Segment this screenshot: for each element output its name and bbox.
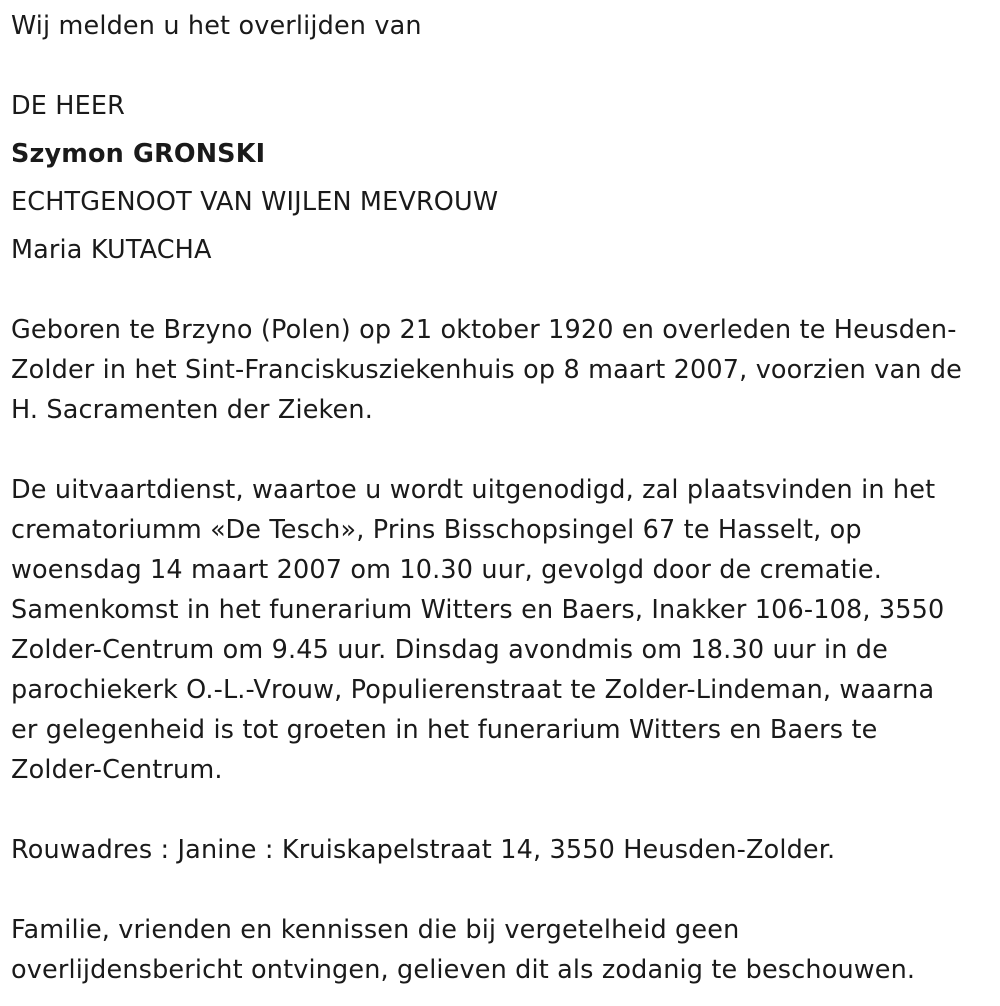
paragraph-line: Geboren te Brzyno (Polen) op 21 oktober 1920 en overleden te Heusden- [11,315,957,345]
paragraph-line: Zolder-Centrum. [11,755,223,785]
paragraph-line: overlijdensbericht ontvingen, gelieven dit als zodanig te beschouwen. [11,955,916,985]
paragraph-line: Familie, vrienden en kennissen die bij vergetelheid geen [11,915,740,945]
paragraph-line: De uitvaartdienst, waartoe u wordt uitgenodigd, zal plaatsvinden in het [11,475,936,505]
deceased-name: Szymon GRONSKI [11,139,266,169]
intro-text: Wij melden u het overlijden van [11,11,422,41]
honorific-title: DE HEER [11,91,126,121]
paragraph-line: crematoriumm «De Tesch», Prins Bisschopsingel 67 te Hasselt, op [11,515,862,545]
paragraph-line: parochiekerk O.-L.-Vrouw, Populierenstraat te Zolder-Lindeman, waarna [11,675,935,705]
mourning-address-paragraph [11,830,835,870]
paragraph-line: woensdag 14 maart 2007 om 10.30 uur, gevolgd door de crematie. [11,555,882,585]
paragraph-line: Samenkomst in het funerarium Witters en Baers, Inakker 106-108, 3550 [11,595,945,625]
family-note-paragraph [11,910,915,990]
mourning-address: Rouwadres : Janine : Kruiskapelstraat 14, 3550 Heusden-Zolder. [11,835,836,865]
paragraph-line: Zolder in het Sint-Franciskusziekenhuis op 8 maart 2007, voorzien van de [11,355,962,385]
spouse-name: Maria KUTACHA [11,235,212,265]
paragraph-line: er gelegenheid is tot groeten in het funerarium Witters en Baers te [11,715,878,745]
paragraph-line: H. Sacramenten der Zieken. [11,395,373,425]
relation-text: ECHTGENOOT VAN WIJLEN MEVROUW [11,187,499,217]
funeral-paragraph [11,470,944,790]
paragraph-line: Zolder-Centrum om 9.45 uur. Dinsdag avondmis om 18.30 uur in de [11,635,888,665]
birth-death-paragraph [11,310,962,430]
